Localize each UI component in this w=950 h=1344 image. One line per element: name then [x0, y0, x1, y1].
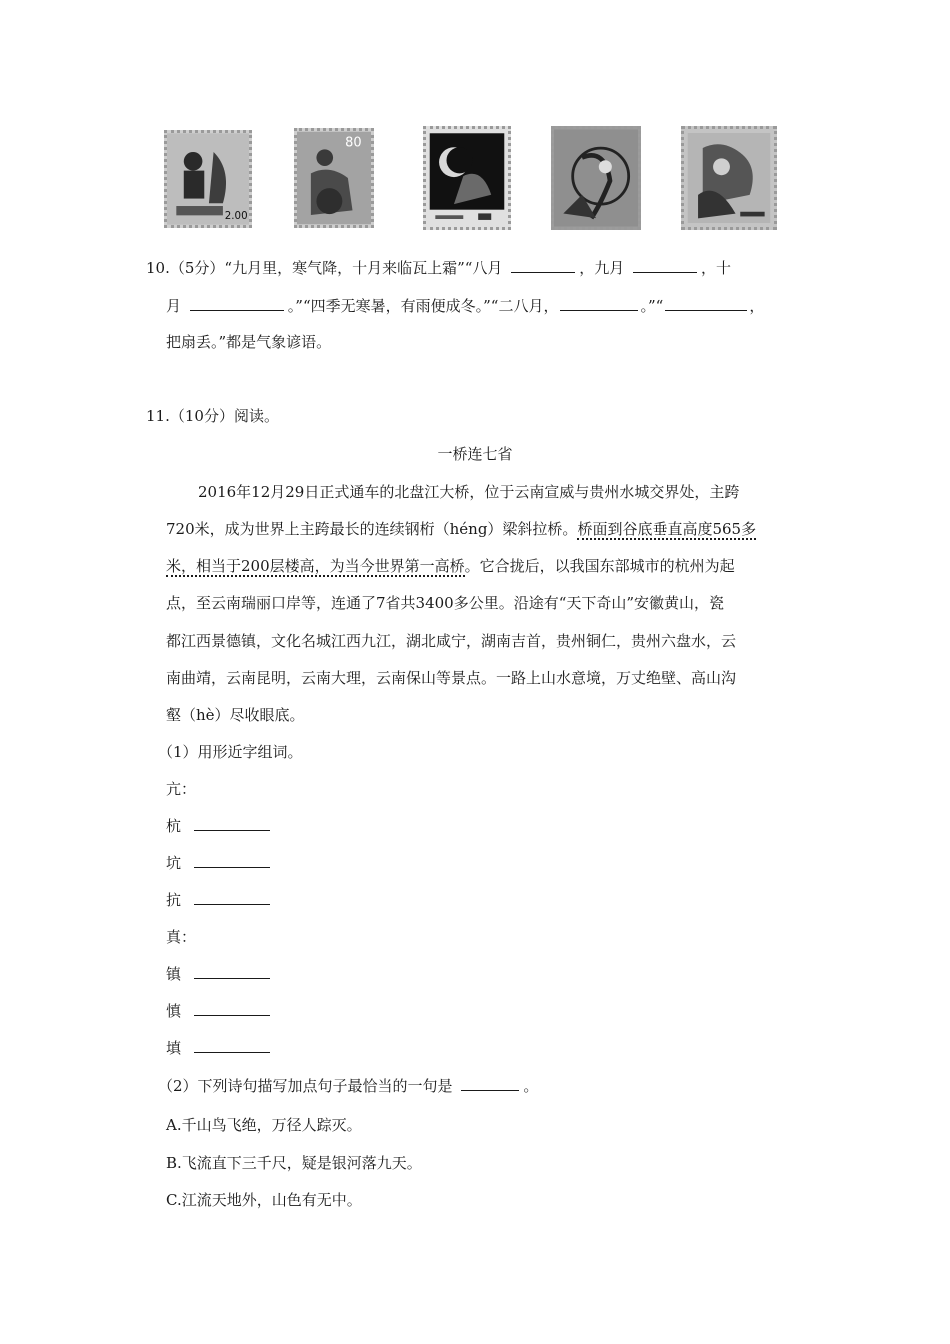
q11-header	[146, 405, 279, 426]
stamp-2-artwork	[297, 131, 371, 225]
stamp-image-4	[551, 126, 641, 230]
word-row-keng	[166, 852, 270, 873]
blank-shen[interactable]	[194, 1001, 270, 1016]
q10-text-1a: “九月里，寒气降，十月来临瓦上霜”“八月	[224, 259, 503, 277]
q10-number: 10.	[146, 259, 170, 277]
sub-question-2-text: （2）下列诗句描写加点句子最恰当的一句是	[158, 1077, 453, 1095]
group-1-label: 亢：	[166, 780, 197, 798]
blank-kang[interactable]	[194, 890, 270, 905]
word-row-kang	[166, 889, 270, 910]
passage-line-3	[166, 555, 735, 576]
word-row-hang	[166, 815, 270, 836]
stamp-image-3	[423, 126, 511, 230]
dotted-sentence-part-2: 米，相当于200层楼高，为当今世界第一高桥	[166, 557, 465, 575]
q10-blank-1[interactable]	[511, 258, 575, 273]
word-row-tian	[166, 1037, 270, 1058]
dotted-sentence-part-1: 桥面到谷底垂直高度565多	[577, 520, 757, 538]
q10-text-1c: ，十	[701, 259, 732, 277]
option-b[interactable]: B.飞流直下三千尺，疑是银河落九天。	[166, 1154, 422, 1172]
word-row-shen	[166, 1000, 270, 1021]
char-tian: 填	[166, 1039, 182, 1057]
stamp-image-2	[294, 128, 374, 228]
q10-line-3: 把扇丢。”都是气象谚语。	[166, 333, 332, 351]
stamp-image-1	[164, 130, 252, 228]
q10-blank-5[interactable]	[665, 296, 747, 311]
passage-line-2	[166, 518, 756, 539]
q10-text-2b: 。”“四季无寒暑，有雨便成冬。”“二八月，	[287, 297, 559, 315]
char-kang: 抗	[166, 891, 182, 909]
stamp-image-5	[681, 126, 777, 230]
passage-line-5: 都江西景德镇，文化名城江西九江，湖北咸宁，湖南吉首，贵州铜仁，贵州六盘水，云	[166, 632, 737, 650]
sub-question-2	[158, 1075, 538, 1096]
q10-blank-3[interactable]	[190, 296, 284, 311]
q11-score: （10分）	[169, 407, 234, 425]
char-zhen: 镇	[166, 965, 182, 983]
passage-line-6: 南曲靖，云南昆明，云南大理，云南保山等景点。一路上山水意境，万丈绝壁、高山沟	[166, 669, 737, 687]
sub-question-2-blank[interactable]	[461, 1076, 519, 1091]
q11-number: 11.	[146, 407, 170, 425]
passage-title: 一桥连七省	[437, 445, 513, 463]
q11-instruction: 阅读。	[233, 407, 279, 425]
q10-score: （5分）	[169, 259, 225, 277]
char-shen: 慎	[166, 1002, 182, 1020]
blank-keng[interactable]	[194, 853, 270, 868]
q10-blank-4[interactable]	[560, 296, 638, 311]
stamp-1-artwork	[167, 133, 249, 225]
passage-line-3b: 。它合拢后，以我国东部城市的杭州为起	[464, 557, 735, 575]
q10-text-2c: 。”“	[640, 297, 664, 315]
stamp-4-artwork	[554, 129, 638, 227]
passage-line-4: 点，至云南瑞丽口岸等，连通了7省共3400多公里。沿途有“天下奇山”安徽黄山，瓷	[166, 594, 725, 612]
option-c[interactable]: C.江流天地外，山色有无中。	[166, 1191, 362, 1209]
q10-text-2a: 月	[166, 297, 182, 315]
blank-zhen[interactable]	[194, 964, 270, 979]
stamp-1-value: 2.00	[224, 210, 248, 223]
passage-line-7: 壑（hè）尽收眼底。	[166, 706, 305, 724]
sub-question-2-end: 。	[523, 1077, 539, 1095]
char-hang: 杭	[166, 817, 182, 835]
char-keng: 坑	[166, 854, 182, 872]
q10-line-2	[166, 295, 764, 316]
option-a[interactable]: A.千山鸟飞绝，万径人踪灭。	[166, 1116, 362, 1134]
q10-text-1b: ，九月	[579, 259, 625, 277]
sub-question-1: （1）用形近字组词。	[158, 743, 303, 761]
q10-text-2d: ，	[749, 297, 765, 315]
blank-hang[interactable]	[194, 816, 270, 831]
passage-line-2a: 720米，成为世界上主跨最长的连续钢桁（héng）梁斜拉桥。	[166, 520, 578, 538]
blank-tian[interactable]	[194, 1038, 270, 1053]
passage-line-1: 2016年12月29日正式通车的北盘江大桥，位于云南宣威与贵州水城交界处，主跨	[198, 483, 740, 501]
stamp-3-artwork	[426, 129, 508, 227]
group-2-label: 真：	[166, 928, 197, 946]
stamp-2-value: 80	[345, 135, 362, 151]
q10-line-1	[146, 257, 731, 278]
stamp-5-artwork	[684, 129, 774, 227]
word-row-zhen	[166, 963, 270, 984]
q10-blank-2[interactable]	[633, 258, 697, 273]
